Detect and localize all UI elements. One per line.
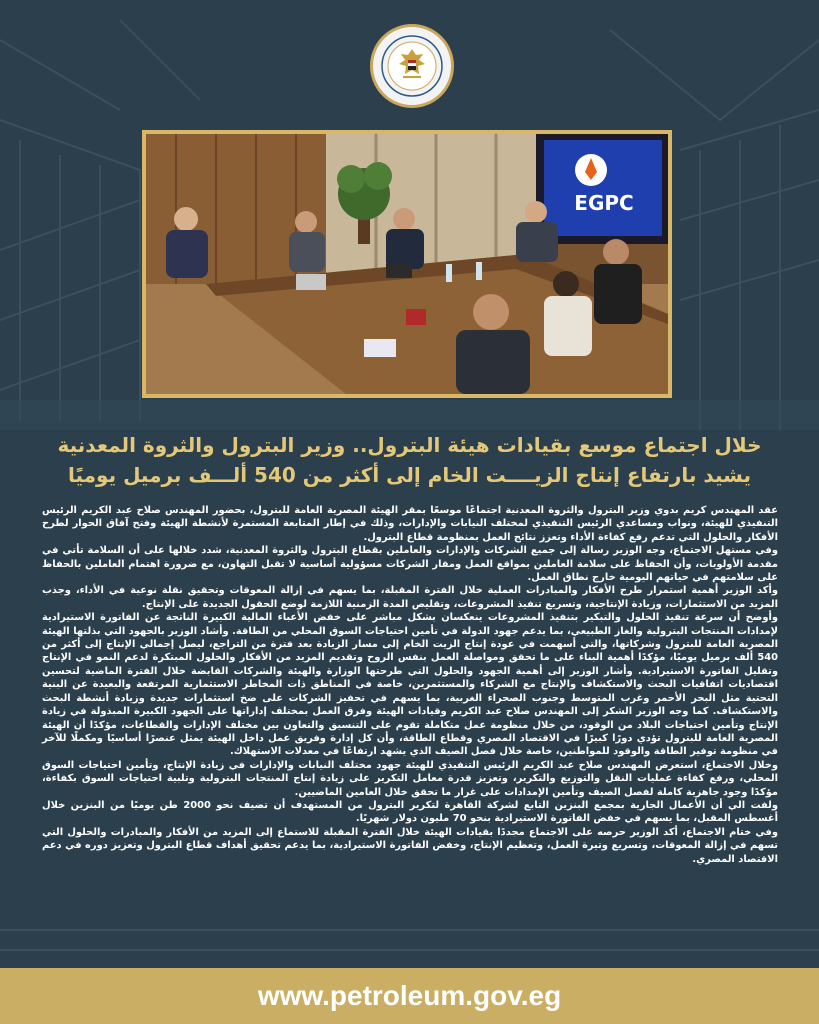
meeting-room-illustration (146, 134, 668, 394)
paragraph: وفي ختام الاجتماع، أكد الوزير حرصه على الاجتماع مجددًا بقيادات الهيئة خلال الفترة المقبلة للاستماع إلى المزيد من الأفكار والمبادرات والحلول التي تسهم في إزالة المعوقات، وتسريع وتيرة العمل، وتعظيم الإنتاج، وخفض الفاتورة الاستيرادية، بما يدعم تحقيق أهداف قطاع البترول وتعزيز دوره في دعم الاقتصاد المصري. (42, 826, 778, 865)
paragraph: ولفت الي أن الأعمال الجارية بمجمع البنزين التابع لشركة القاهرة لتكرير البترول من المستهدف أن تضيف نحو 2000 طن يوميًا من البنزين خلال أغسطس المقبل، بما يسهم في خفض الفاتورة الاستيرادية بنحو 70 مليون دولار شهريًا. (42, 799, 778, 825)
website-url[interactable]: www.petroleum.gov.eg (257, 980, 562, 1011)
paragraph: وأكد الوزير أهمية استمرار طرح الأفكار والمبادرات العملية خلال الفترة المقبلة، بما يسهم في إزالة المعوقات وتحقيق نقلة نوعية في الأداء، وجذب المزيد من الاستثمارات، وزيادة الإنتاجية، وتسريع تنفيذ المشروعات، وتقليص المدة الزمنية اللازمة لوضع الحقول الجديدة على الإنتاج. (42, 585, 778, 610)
headline-line-1: خلال اجتماع موسع بقيادات هيئة البترول.. وزير البترول والثروة المعدنية (57, 433, 762, 457)
screen-egpc-text: EGPC (574, 191, 634, 215)
paragraph: وخلال الاجتماع، استعرض المهندس صلاح عبد الكريم الرئيس التنفيذي للهيئة جهود مختلف النيابات والإدارات في زيادة الإنتاج، وتأمين احتياجات السوق المحلي، ورفع كفاءة عمليات النقل والتوزيع والتكرير، وتعزيز قدرة معامل التكرير على زيادة إنتاج المنتجات البترولية وتلبية احتياجات السوق بكفاءة، مؤكدًا وجود جاهزية كاملة لفصل الصيف وتأمين الإمدادات على غرار ما تحقق خلال العامين الماضيين. (42, 759, 778, 798)
article-body (42, 504, 778, 866)
paragraph: وفي مستهل الاجتماع، وجه الوزير رسالة إلى جميع الشركات والإدارات والعاملين بقطاع البترول والثروة المعدنية، شدد خلالها على أن السلامة تأتي في مقدمة الأولويات، وأن الحفاظ على سلامة العاملين بمواقع العمل ومقار الشركات مسؤولية أساسية لا تقبل التهاون، مع ضرورة اهتمام العاملين بالحفاظ على سلامتهم في حياتهم اليومية خارج نطاق العمل. (42, 545, 778, 584)
headline-line-2: يشيد بارتفاع إنتاج الزيــــت الخام إلى أكثر من 540 ألـــف برميل يوميًا (68, 463, 751, 487)
ministry-logo (370, 24, 454, 108)
paragraph: عقد المهندس كريم بدوي وزير البترول والثروة المعدنية اجتماعًا موسعًا بمقر الهيئة المصرية العامة للبترول، بحضور المهندس صلاح عبد الكريم الرئيس التنفيذي للهيئة، ونواب ومساعدي الرئيس التنفيذي لمختلف النيابات والإدارات، وذلك في إطار المتابعة المستمرة لأنشطة الهيئة وفتح آفاق الحوار لطرح الأفكار والحلول التي تدعم رفع كفاءة الأداء وتعزز نتائج العمل بمنظومة قطاع البترول. (42, 505, 778, 543)
meeting-photo (142, 130, 672, 398)
paragraph: وأوضح أن سرعة تنفيذ الحلول والتبكير بتنفيذ المشروعات ينعكسان بشكل مباشر على خفض الأعباء المالية الكبيرة الناتجة عن الفاتورة الاستيرادية لإمدادات المنتجات البترولية والغاز الطبيعي، بما يدعم جهود الدولة في تأمين احتياجات السوق المحلي من الطاقة. وأشاد الوزير بالجهود التي بذلتها الهيئة المصرية العامة للبترول وشركاتها، والتي أسهمت في عودة إنتاج الزيت الخام إلى مسار الزيادة بعد فترة من التراجع، ليصل إجمالي الإنتاج إلى أكثر من 540 ألف برميل يوميًا، مؤكدًا أهمية البناء على ما تحقق ومواصلة العمل بنفس الروح وتقديم المزيد من الأفكار والحلول المبتكرة لدعم النمو في الإنتاج وتقليل الفاتورة الاستيرادية. وأشار الوزير إلى أهمية الجهود والحلول التي طرحتها الوزارة والهيئة والشركات القابضة خلال الفترة الماضية لتحسين اقتصاديات اتفاقيات البحث والاستكشاف والإنتاج مع الشركاء والمستثمرين، خاصة في المناطق ذات المخاطر الاستثمارية المرتفعة والبعيدة عن البنية التحتية مثل البحر الأحمر وغرب المتوسط وجنوب الصحراء الغربية، بما يسهم في تحفيز الشركات على ضخ استثمارات جديدة وزيادة أنشطة البحث والاستكشاف. كما وجه الوزير الشكر إلى المهندس صلاح عبد الكريم وقيادات الهيئة وفرق العمل بمختلف إداراتها على الجهود الكبيرة المبذولة في زيادة الإنتاج وتأمين احتياجات البلاد من الوقود، من خلال منظومة عمل متكاملة تقوم على التنسيق والتعاون بين مختلف الإدارات والقطاعات، مؤكدًا أن الهيئة المصرية العامة للبترول تؤدي دورًا كبيرًا في الاقتصاد المصري وقطاع الطاقة، وأن كل إدارة وفريق عمل داخل الهيئة يمثل عنصرًا أساسيًا ومكملًا للآخر في منظومة توفير الطاقة والوقود للمواطنين، خاصة خلال فصل الصيف الذي يشهد ارتفاعًا في معدلات الاستهلاك. (42, 612, 778, 758)
headline (40, 430, 779, 490)
eagle-emblem-icon (373, 27, 451, 105)
